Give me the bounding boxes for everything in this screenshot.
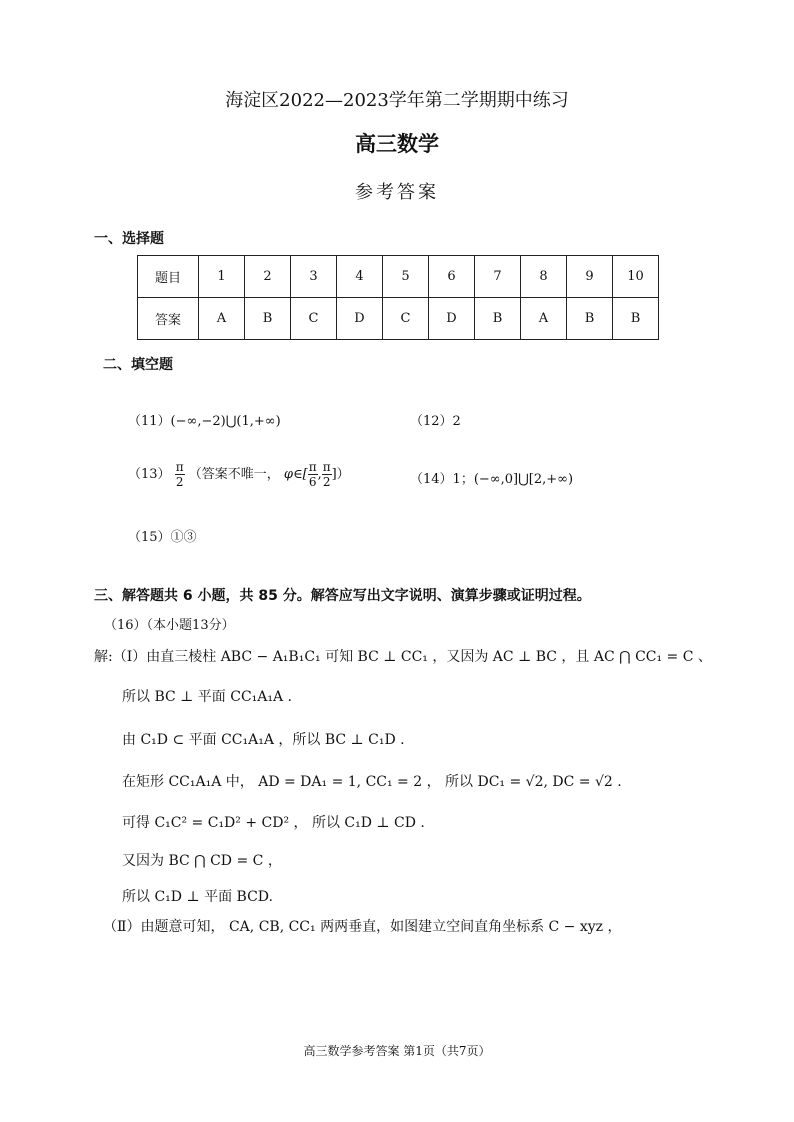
question-number: 4 xyxy=(337,256,383,298)
q14-answer: 1；(−∞,0]⋃[2,+∞) xyxy=(452,472,574,487)
solution-line: 所以 BC ⊥ 平面 CC₁A₁A . xyxy=(122,689,292,705)
question-number: 1 xyxy=(199,256,245,298)
answer-key-title: 参考答案 xyxy=(355,182,439,203)
answer-cell: B xyxy=(613,298,659,340)
answer-cell: D xyxy=(337,298,383,340)
solution-line: （Ⅱ）由题意可知， CA, CB, CC₁ 两两垂直，如图建立空间直角坐标系 C − xyz ， xyxy=(103,919,622,935)
q13-fraction-upper: $\frac{\pi}{2}$ xyxy=(322,460,331,489)
q12-label: （12） xyxy=(410,414,453,429)
question-number: 6 xyxy=(429,256,475,298)
q15-answer: ①③ xyxy=(170,530,197,545)
subject-title: 高三数学 xyxy=(355,132,439,156)
answer-cell: B xyxy=(245,298,291,340)
question-number: 10 xyxy=(613,256,659,298)
q12-answer: 2 xyxy=(452,414,461,429)
question-number: 3 xyxy=(291,256,337,298)
q13-fraction: $\frac{\pi}{2}$ xyxy=(175,460,184,489)
row-label-question: 题目 xyxy=(138,256,199,298)
row-label-answer: 答案 xyxy=(138,298,199,340)
question-number: 5 xyxy=(383,256,429,298)
answer-cell: C xyxy=(383,298,429,340)
document-title: 海淀区2022—2023学年第二学期期中练习 xyxy=(225,90,569,111)
fill-q13: （13） $\frac{\pi}{2}$ （答案不唯一， φ∈[ $\frac{\pi}{6}$ , $\frac{\pi}{2}$ ]） xyxy=(128,460,350,489)
section3-heading: 三、解答题共 6 小题，共 85 分。解答应写出文字说明、演算步骤或证明过程。 xyxy=(94,588,591,604)
solution-line: 解:（Ⅰ）由直三棱柱 ABC − A₁B₁C₁ 可知 BC ⊥ CC₁ ，又因为 AC ⊥ BC ，且 AC ⋂ CC₁ = C 、 xyxy=(94,649,712,665)
answer-cell: B xyxy=(567,298,613,340)
solution-line: 在矩形 CC₁A₁A 中， AD = DA₁ = 1, CC₁ = 2 ， 所以 DC₁ = √2, DC = √2 . xyxy=(122,774,622,790)
q14-label: （14） xyxy=(410,472,453,487)
answer-cell: A xyxy=(199,298,245,340)
question-number: 7 xyxy=(475,256,521,298)
q13-phi: φ∈[ xyxy=(283,467,308,482)
solution-line: 可得 C₁C² = C₁D² + CD² ， 所以 C₁D ⊥ CD . xyxy=(122,815,425,831)
answer-cell: D xyxy=(429,298,475,340)
answer-cell: A xyxy=(521,298,567,340)
q13-close: ]） xyxy=(331,467,350,482)
q13-fraction-lower: $\frac{\pi}{6}$ xyxy=(308,460,317,489)
q11-answer: (−∞,−2)⋃(1,+∞) xyxy=(170,414,281,429)
q15-label: （15） xyxy=(128,530,171,545)
fill-q14 xyxy=(410,468,573,487)
solution-line: 又因为 BC ⋂ CD = C ， xyxy=(122,853,282,869)
q13-note: （答案不唯一， xyxy=(188,467,280,482)
solution-line: 由 C₁D ⊂ 平面 CC₁A₁A ，所以 BC ⊥ C₁D . xyxy=(122,732,405,748)
section2-heading: 二、填空题 xyxy=(103,357,173,373)
fill-q12 xyxy=(410,410,461,429)
solution-line: 所以 C₁D ⊥ 平面 BCD. xyxy=(122,889,273,905)
q11-label: （11） xyxy=(128,414,171,429)
section1-heading: 一、选择题 xyxy=(94,231,164,247)
fill-q11 xyxy=(128,410,281,429)
q16-label: （16）（本小题13分） xyxy=(104,618,235,633)
question-number: 8 xyxy=(521,256,567,298)
answer-cell: B xyxy=(475,298,521,340)
question-number: 9 xyxy=(567,256,613,298)
page-footer: 高三数学参考答案 第1页（共7页） xyxy=(303,1044,491,1058)
question-number: 2 xyxy=(245,256,291,298)
answer-row xyxy=(138,298,659,340)
answer-cell: C xyxy=(291,298,337,340)
q13-label: （13） xyxy=(128,467,171,482)
answer-table xyxy=(137,255,659,340)
fill-q15 xyxy=(128,526,197,545)
question-number-row xyxy=(138,256,659,298)
